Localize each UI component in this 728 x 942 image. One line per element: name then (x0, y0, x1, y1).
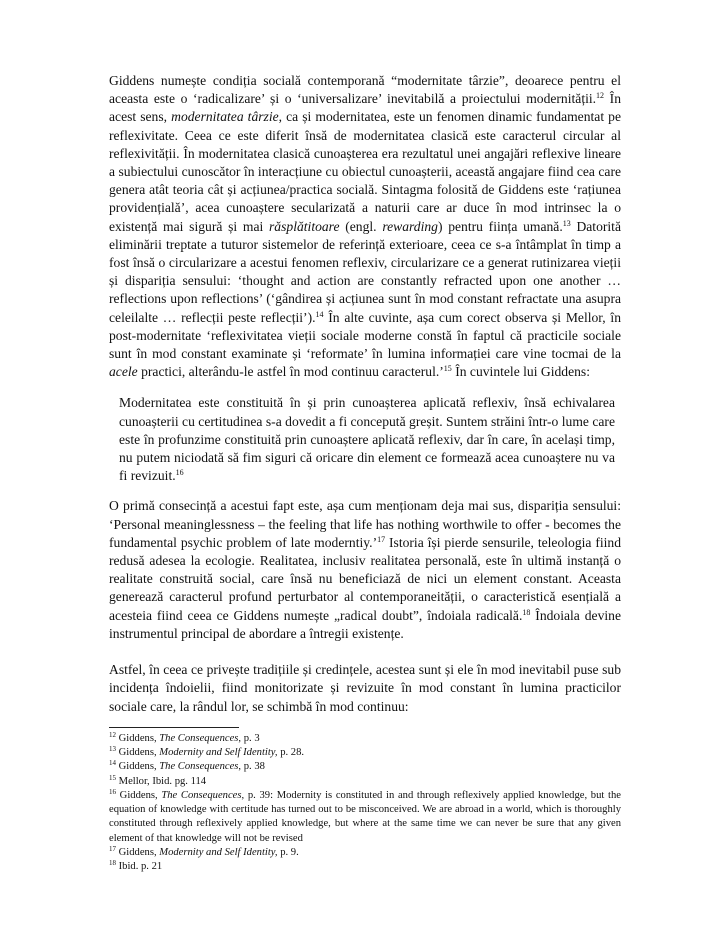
footnote-18 (109, 860, 621, 874)
footnote-number: 17 (109, 845, 116, 854)
text: Ibid. p. 21 (116, 861, 163, 873)
text: În cuvintele lui Giddens: (451, 364, 590, 380)
text: Giddens, (116, 789, 162, 801)
footnote-number: 12 (109, 730, 116, 739)
footnote-14 (109, 760, 621, 774)
text: Giddens numește condiția socială contemporană “modernitate târzie”, deoarece pentru el aceasta este o ‘radicalizare’ și o ‘universalizare’ inevitabilă a proiectului modernității. (109, 73, 621, 107)
footnote-ref-13[interactable]: 13 (562, 218, 571, 228)
italic-text: acele (109, 364, 138, 380)
block-quote-text (119, 394, 615, 485)
text: (engl. (339, 218, 383, 234)
document-page (109, 72, 621, 875)
text: În alte cuvinte, așa cum corect observa și Mellor, în post-modernitate ‘reflexivitatea vieții sociale moderne constă în faptul că practicile sociale sunt în mod constant examinate și ‘reformate’ în lumina informației care vine tocmai de la (109, 309, 621, 362)
paragraph-intro (109, 72, 621, 381)
text: , ca și modernitatea, este un fenomen dinamic fundamentat pe reflexivitate. Ceea ce este diferit însă de modernitatea clasică este caracterul circular al reflexivității. În modernitatea clasică cunoașterea era rezultatul unei angajări reflexive lineare a subiectului cunoscător în interacțiune cu obiectul cunoașterii, această angajare fiind cea care genera atât teoria cât și acțiunea/practica socială. Sintagma folosită de Giddens este ‘rațiunea providențială’, acea cunoaștere secularizată a naturii care ar duce în mod intrinsec la o existență mai sigură și mai (109, 109, 621, 234)
italic-text: Modernity and Self Identity, (159, 847, 278, 859)
text: Giddens, (116, 761, 160, 773)
footnote-number: 14 (109, 759, 116, 768)
italic-text: rewarding (382, 218, 438, 234)
footnote-ref-18[interactable]: 18 (522, 607, 531, 617)
footnote-16 (109, 789, 621, 846)
footnote-ref-12[interactable]: 12 (596, 91, 605, 101)
footnote-number: 13 (109, 745, 116, 753)
footnote-number: 15 (109, 773, 116, 782)
footnote-ref-15[interactable]: 15 (443, 364, 452, 374)
text: Giddens, (116, 732, 160, 744)
text: Giddens, (116, 747, 160, 758)
footnote-ref-17[interactable]: 17 (377, 534, 386, 544)
text: ) pentru ființa umană. (437, 218, 563, 234)
paragraph-traditions: Astfel, în ceea ce privește tradițiile și credințele, acestea sunt și ele în mod inevitabil puse sub incidența îndoielii, fiind monitorizate și revizuite în mod constant în lumina practicilor sociale care, la rândul lor, se schimbă în mod continuu: (109, 662, 621, 714)
text: O primă consecință a acestui fapt este, așa cum menționam deja mai sus, dispariția sensului: ‘Personal meaninglessness – the feeling that life has nothing worthwile to offer - becomes the fundamental psychic problem of late moderntiy.’ (109, 498, 621, 550)
text: Mellor, Ibid. pg. 114 (116, 775, 207, 787)
footnote-separator (109, 727, 239, 728)
text: , p. 38 (238, 761, 265, 773)
footnote-13 (109, 746, 621, 760)
italic-text: The Consequences (161, 789, 242, 801)
paragraph-consequence (109, 497, 621, 643)
text: Datorită eliminării treptate a tuturor sistemelor de referință exterioare, ceea ce s-a întâmplat în timp a fost însă o circularizare a acestui fenomen reflexiv, circularizare ce a generat rutinizarea vieții și dispariția sensului: ‘thought and action are constantly refracted upon one another … reflections upon reflections’ (‘gândirea și acțiunea sunt în mod constant refractate una asupra celeilalte … reflecții peste reflecții’). (109, 218, 621, 325)
italic-text: The Consequences (159, 732, 239, 744)
text: În acest sens, (109, 91, 621, 125)
footnote-ref-14[interactable]: 14 (315, 309, 324, 319)
footnote-17 (109, 846, 621, 860)
footnotes (109, 732, 621, 875)
block-quote (119, 394, 615, 485)
footnote-ref-16[interactable]: 16 (175, 468, 184, 478)
text: Giddens, (116, 847, 160, 859)
footnote-number: 16 (109, 787, 116, 796)
text: practici, alterându-le astfel în mod continuu caracterul.’ (137, 364, 444, 380)
footnote-number: 18 (109, 859, 116, 868)
footnote-12 (109, 732, 621, 746)
italic-text: modernitatea târzie (171, 109, 279, 125)
text: p. 9. (277, 847, 299, 859)
text: p. 28. (277, 747, 305, 758)
text: Modernitatea este constituită în și prin cunoașterea aplicată reflexiv, însă echivalarea cunoașterii cu certitudinea s-a dovedit a fi concepută greșit. Suntem străini într-o lume care este în profunzime constituită prin cunoaștere aplicată reflexiv, dar în care, în același timp, nu putem niciodată să fim siguri că oricare din element ce formează acea cunoaștere nu va fi revizuit. (119, 395, 615, 484)
text: Istoria își pierde sensurile, teleologia fiind redusă adesea la ecologie. Realitatea, inclusiv realitatea personală, este în ultimă instanță o realitate construită social, care însă nu beneficiază de nici un element constant. Aceasta generează caracterul profund perturbator al contemporaneității, o caracteristică esențială a acesteia fiind ceea ce Giddens numește „radical doubt”, îndoiala radicală. (109, 534, 622, 623)
italic-text: Modernity and Self Identity, (159, 747, 278, 758)
italic-text: The Consequences (159, 761, 239, 773)
text: , p. 3 (238, 732, 260, 744)
text: Îndoiala devine instrumentul principal de abordare a întregii existențe. (109, 607, 621, 641)
footnote-15 (109, 775, 621, 789)
text: , p. 39: Modernity is constituted in and through reflexively applied knowledge, but the equation of knowledge with certitude has turned out to be misconceived. We are abroad in a world, which is thoroughly constituted through reflexively applied knowledge, but where at the same time we can never be sure that any given element of that knowledge will not be revised (109, 789, 621, 844)
italic-text: răsplătitoare (269, 218, 340, 234)
